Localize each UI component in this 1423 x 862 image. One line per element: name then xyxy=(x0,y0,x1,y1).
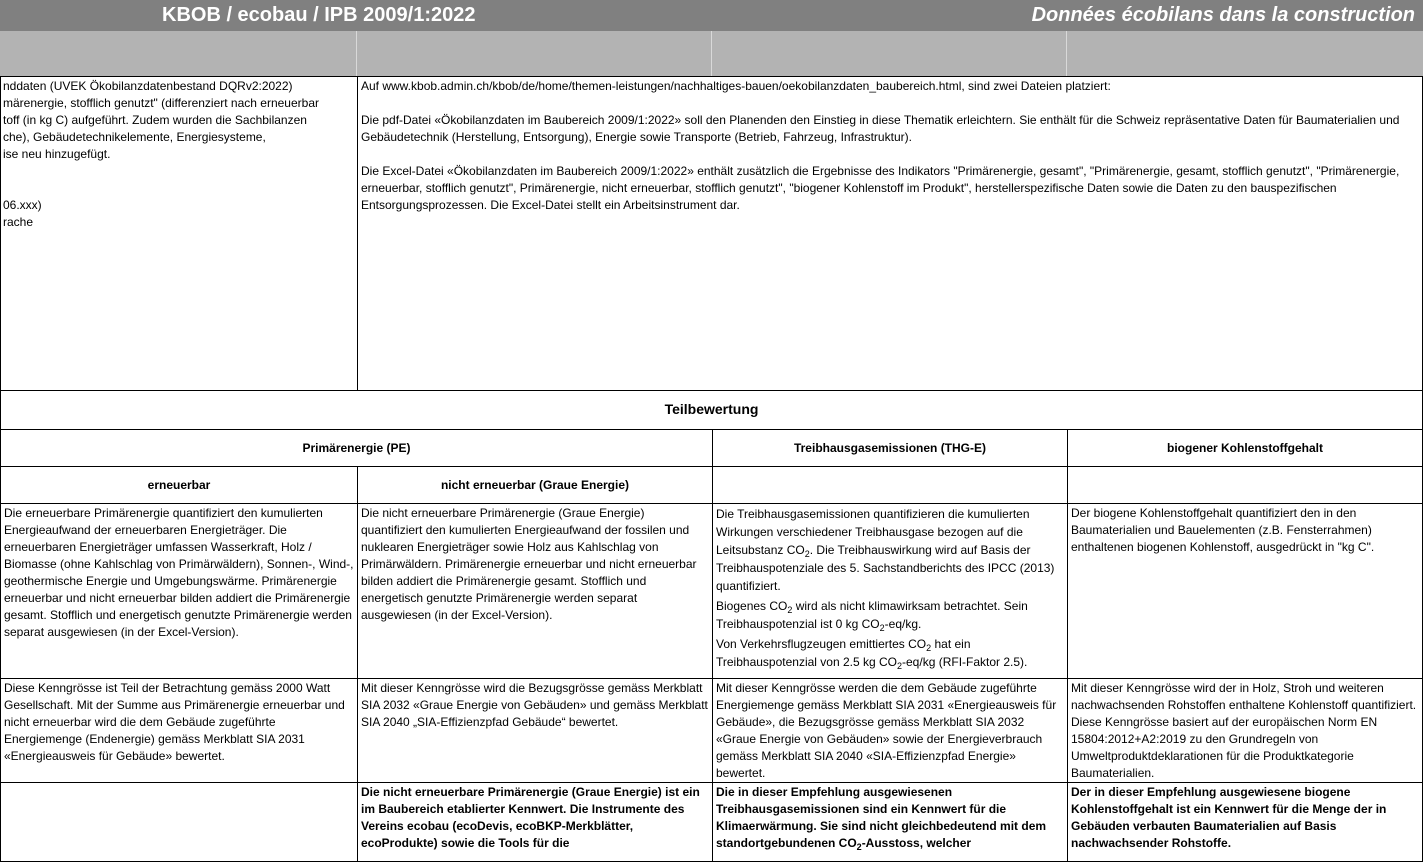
recommendation-ghg: Die in dieser Empfehlung ausgewiesenen Treibhausgasemissionen sind ein Kennwert für die Klimaerwärmung. Sie sind nicht gleichbedeutend mit dem standortgebundenen $CO_2$-Ausstoss, welcher xyxy=(712,782,1068,862)
intro-left-line: rache xyxy=(3,215,34,229)
intro-left-line: 06.xxx) xyxy=(3,198,42,212)
subheader-bio-empty xyxy=(1067,466,1423,504)
application-ghg: Mit dieser Kenngrösse werden die dem Gebäude zugeführte Energiemenge gemäss Merkblatt SIA 2031 «Energieausweis für Gebäude», die Bezugsgrösse gemäss Merkblatt SIA 2032 «Graue Energie von Gebäuden» sowie der Energieverbrauch gemäss Merkblatt SIA 2040 «SIA-Effizienzpfad Energie» bewertet. xyxy=(712,678,1068,783)
definition-non-renewable: Die nicht erneuerbare Primärenergie (Graue Energie) quantifiziert den kumulierten Energieaufwand der fossilen und nuklearen Energieträger sowie Holz aus Kahlschlag von Primärwäldern. Primärenergie erneuerbar und nicht erneuerbar bilden addiert die Primärenergie gesamt. Stofflich und energetisch genutzte Primärenergie werden separat ausgewiesen (in der Excel-Version). xyxy=(357,503,713,679)
subheader-non-renewable: nicht erneuerbar (Graue Energie) xyxy=(357,466,713,504)
document-subtitle: Données écobilans dans la construction xyxy=(1031,4,1415,26)
intro-paragraph-links: Auf www.kbob.admin.ch/kbob/de/home/themen-leistungen/nachhaltiges-bauen/oekobilanzdaten_baubereich.html, sind zwei Dateien platziert: xyxy=(361,79,1111,93)
header-primary-energy: Primärenergie (PE) xyxy=(0,429,713,467)
title-banner xyxy=(0,0,1423,31)
subheader-ghg-empty xyxy=(712,466,1068,504)
section-title: Teilbewertung xyxy=(0,390,1423,430)
header-band-col1 xyxy=(0,31,357,77)
intro-left-line: che), Gebäudetechnikelemente, Energiesysteme, xyxy=(3,130,266,144)
definition-renewable: Die erneuerbare Primärenergie quantifiziert den kumulierten Energieaufwand der erneuerbaren Energieträger. Die erneuerbaren Energieträger umfassen Wasserkraft, Holz / Biomasse (ohne Kahlschlag von Primärwäldern), Sonnen-, Wind-, geothermische Energie und Umgebungswärme. Primärenergie erneuerbar und nicht erneuerbar bilden addiert die Primärenergie gesamt. Stofflich und energetisch genutzte Primärenergie werden separat ausgewiesen (in der Excel-Version). xyxy=(0,503,358,679)
header-biogenic-carbon: biogener Kohlenstoffgehalt xyxy=(1067,429,1423,467)
intro-left-cell xyxy=(0,76,358,391)
intro-left-line: toff (in kg C) aufgeführt. Zudem wurden die Sachbilanzen xyxy=(3,113,307,127)
application-biogenic-carbon: Mit dieser Kenngrösse wird der in Holz, Stroh und weiteren nachwachsenden Rohstoffen enthaltene Kohlenstoff quantifiziert. Diese Kenngrösse basiert auf der europäischen Norm EN 15804:2012+A2:2019 zu den Grundregeln von Umweltproduktdeklarationen für die Produktkategorie Baumaterialien. xyxy=(1067,678,1423,783)
ghg-aviation-paragraph: Von Verkehrsflugzeugen emittiertes $CO_2$ hat ein Treibhauspotenzial von 2.5 kg $CO_2-eq/kg$ (RFI-Faktor 2.5). xyxy=(716,637,1028,671)
application-renewable: Diese Kenngrösse ist Teil der Betrachtung gemäss 2000 Watt Gesellschaft. Mit der Summe aus Primärenergie erneuerbar und nicht erneuerbar wird die dem Gebäude zugeführte Energiemenge (Endenergie) gemäss Merkblatt SIA 2031 «Energieausweis für Gebäude» bewertet. xyxy=(0,678,358,783)
header-ghg-emissions: Treibhausgasemissionen (THG-E) xyxy=(712,429,1068,467)
header-band-col3 xyxy=(712,31,1067,77)
recommendation-non-renewable: Die nicht erneuerbare Primärenergie (Graue Energie) ist ein im Baubereich etablierter Kennwert. Die Instrumente des Vereins ecobau (ecoDevis, ecoBKP-Merkblätter, ecoProdukte) sowie die Tools für die xyxy=(357,782,713,862)
definition-biogenic-carbon: Der biogene Kohlenstoffgehalt quantifiziert den in den Baumaterialien und Bauelementen (z.B. Fensterrahmen) enthaltenen biogenen Kohlenstoff, ausgedrückt in "kg C". xyxy=(1067,503,1423,679)
subheader-renewable: erneuerbar xyxy=(0,466,358,504)
document-title: KBOB / ecobau / IPB 2009/1:2022 xyxy=(162,4,476,26)
intro-left-line xyxy=(3,163,357,180)
intro-left-line: nddaten (UVEK Ökobilanzdatenbestand DQRv2:2022) xyxy=(3,79,293,93)
intro-paragraph-pdf: Die pdf-Datei «Ökobilanzdaten im Baubereich 2009/1:2022» soll den Planenden den Einstieg in diese Thematik erleichtern. Sie enthält für die Schweiz repräsentative Daten für Baumaterialien und Gebäudetechnik (Herstellung, Entsorgung), Energie sowie Transporte (Betrieb, Fahrzeug, Infrastruktur). xyxy=(361,113,1400,144)
application-non-renewable: Mit dieser Kenngrösse wird die Bezugsgrösse gemäss Merkblatt SIA 2032 «Graue Energie von Gebäuden» und gemäss Merkblatt SIA 2040 „SIA-Effizienzpfad Gebäude“ bewertet. xyxy=(357,678,713,783)
recommendation-renewable xyxy=(0,782,358,862)
intro-left-line xyxy=(3,180,357,197)
intro-paragraph-excel: Die Excel-Datei «Ökobilanzdaten im Baubereich 2009/1:2022» enthält zusätzlich die Ergebnisse des Indikators "Primärenergie, gesamt", "Primärenergie, gesamt, stofflich genutzt", "Primärenergie, erneuerbar, stofflich genutzt", Primärenergie, nicht erneuerbar, stofflich genutzt", "biogener Kohlenstoff im Produkt", herstellerspezifische Daten sowie die Daten zu den bauspezifischen Entsorgungsprozessen. Die Excel-Datei stellt ein Arbeitsinstrument dar. xyxy=(361,164,1400,212)
header-band-col4 xyxy=(1067,31,1423,77)
intro-left-line: ise neu hinzugefügt. xyxy=(3,147,111,161)
intro-right-cell xyxy=(357,76,1423,391)
recommendation-biogenic-carbon: Der in dieser Empfehlung ausgewiesene biogene Kohlenstoffgehalt ist ein Kennwert für die Menge der in Gebäuden verbauten Baumaterialien auf Basis nachwachsender Rohstoffe. xyxy=(1067,782,1423,862)
ghg-definition-paragraph: Die Treibhausgasemissionen quantifizieren die kumulierten Wirkungen verschiedener Treibhausgase bezogen auf die Leitsubstanz $CO_2$. Die Treibhauswirkung wird auf Basis der Treibhauspotenziale des 5. Sachstandberichts des IPCC (2013) quantifiziert. xyxy=(716,507,1055,593)
definition-ghg xyxy=(712,503,1068,679)
intro-left-line: märenergie, stofflich genutzt" (differenziert nach erneuerbar xyxy=(3,96,319,110)
header-band-col2 xyxy=(357,31,712,77)
intro-left-lines xyxy=(3,78,357,231)
ghg-biogenic-paragraph: Biogenes $CO_2$ wird als nicht klimawirksam betrachtet. Sein Treibhauspotenzial ist 0 kg $CO_2-eq/kg$. xyxy=(716,599,1028,633)
